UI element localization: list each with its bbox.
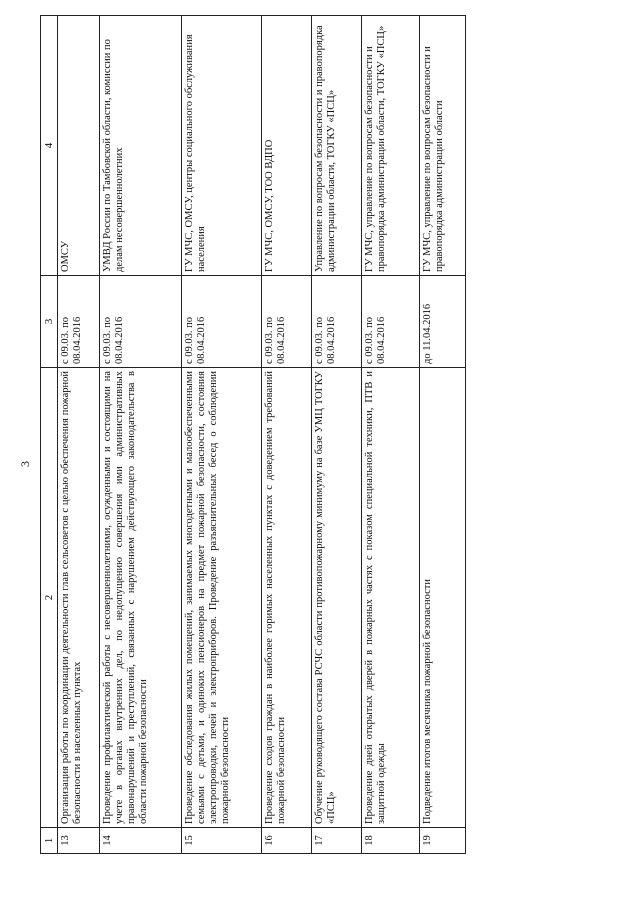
row-responsible: ГУ МЧС, управление по вопросам безопасности и правопорядка администрации области (420, 16, 466, 276)
row-measure: Проведение профилактической работы с несовершеннолетними, осужденными и состоящими на учете в органах внутренних дел, по недопущению совершения ими административных правонарушений и преступлений, связанных с нарушением действующего законодательства в области пожарной безопасности (100, 368, 182, 828)
row-deadline: с 09.03. по 08.04.2016 (58, 276, 100, 368)
row-deadline: с 09.03. по 08.04.2016 (312, 276, 362, 368)
row-responsible: УМВД России по Тамбовской области, комиссии по делам несовершеннолетних (100, 16, 182, 276)
row-number: 18 (362, 828, 420, 854)
table-row (312, 16, 362, 854)
row-number: 13 (58, 828, 100, 854)
row-number: 16 (262, 828, 312, 854)
row-number: 17 (312, 828, 362, 854)
row-measure: Организация работы по координации деятельности глав сельсоветов с целью обеспечения пожарной безопасности в населенных пунктах (58, 368, 100, 828)
table-header-row (41, 16, 58, 854)
row-responsible: ГУ МЧС, ОМСУ, ТОО ВДПО (262, 16, 312, 276)
row-deadline: с 09.03. по 08.04.2016 (262, 276, 312, 368)
row-measure: Обучение руководящего состава РСЧС области противопожарному минимуму на базе УМЦ ТОГКУ «ПСЦ» (312, 368, 362, 828)
measures-table (40, 15, 466, 854)
row-measure: Проведение обследования жилых помещений, занимаемых многодетными и малообеспеченными семьями с детьми, и одиноких пенсионеров на предмет пожарной безопасности, состояния электропроводки, печей и электроприборов. Проведение разъяснительных бесед о соблюдении пожарной безопасности (182, 368, 262, 828)
header-col-3: 3 (41, 276, 58, 368)
row-measure: Подведение итогов месячника пожарной безопасности (420, 368, 466, 828)
row-responsible: ГУ МЧС, ОМСУ, центры социального обслуживания населения (182, 16, 262, 276)
row-deadline: с 09.03. по 08.04.2016 (182, 276, 262, 368)
header-col-2: 2 (41, 368, 58, 828)
header-col-4: 4 (41, 16, 58, 276)
row-responsible: ОМСУ (58, 16, 100, 276)
row-measure: Проведение дней открытых дверей в пожарных частях с показом специальной техники, ПТВ и защитной одежды (362, 368, 420, 828)
header-col-1: 1 (41, 828, 58, 854)
row-deadline: с 09.03. по 08.04.2016 (100, 276, 182, 368)
table-row (182, 16, 262, 854)
page-number: 3 (18, 461, 32, 467)
table-row (100, 16, 182, 854)
row-responsible: ГУ МЧС, управление по вопросам безопасности и правопорядка администрации области, ТОГКУ «ПСЦ» (362, 16, 420, 276)
row-responsible: Управление по вопросам безопасности и правопорядка администрации области, ТОГКУ «ПСЦ» (312, 16, 362, 276)
row-number: 14 (100, 828, 182, 854)
table-row (420, 16, 466, 854)
table-row (262, 16, 312, 854)
row-measure: Проведение сходов граждан в наиболее горимых населенных пунктах с доведением требований пожарной безопасности (262, 368, 312, 828)
table-row (58, 16, 100, 854)
row-number: 15 (182, 828, 262, 854)
row-deadline: с 09.03. по 08.04.2016 (362, 276, 420, 368)
table-row (362, 16, 420, 854)
row-deadline: до 11.04.2016 (420, 276, 466, 368)
row-number: 19 (420, 828, 466, 854)
